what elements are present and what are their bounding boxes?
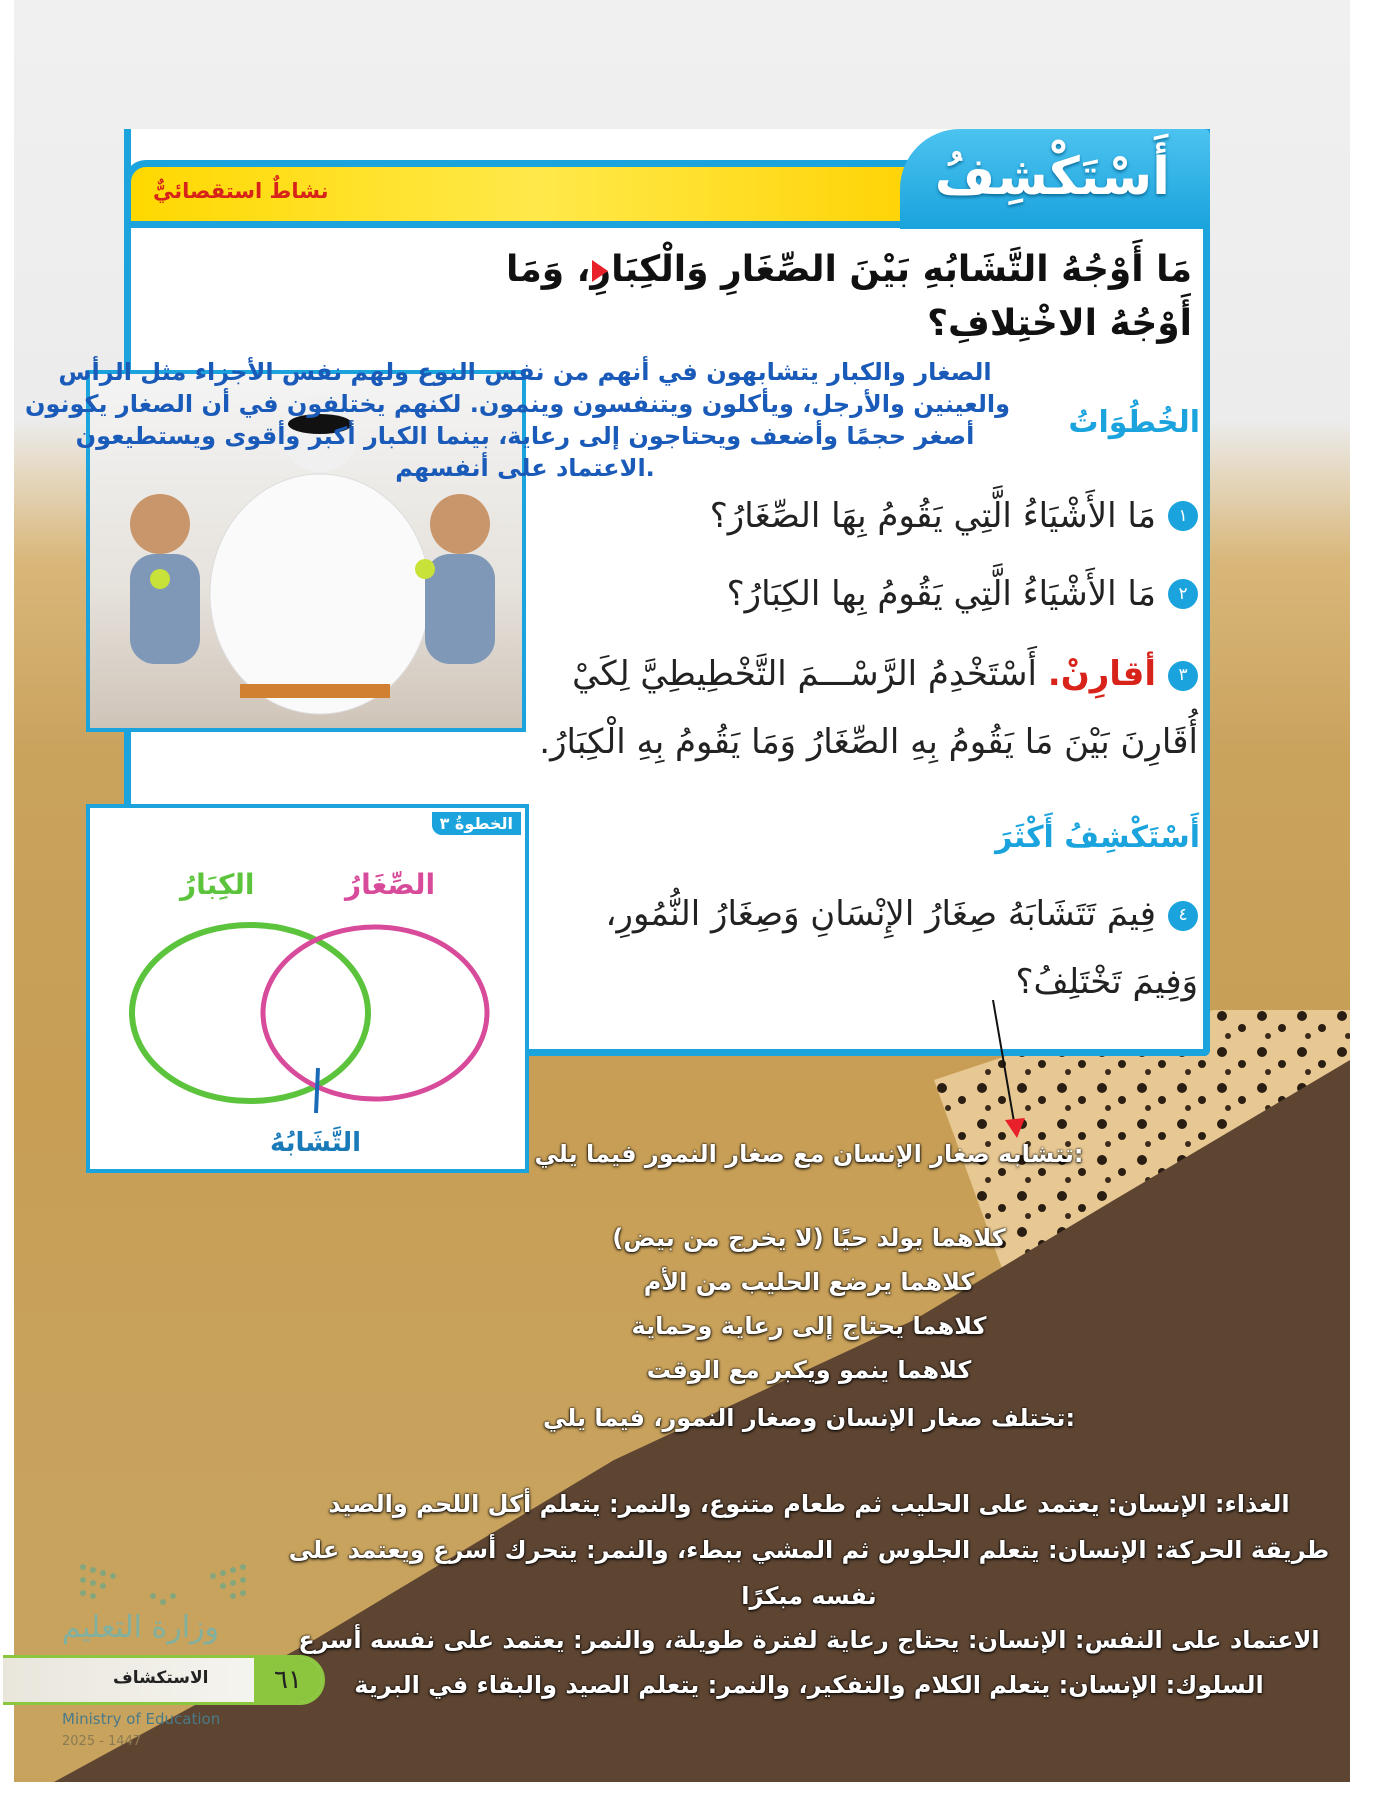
different-item: نفسه مبكرًا (741, 1582, 877, 1610)
red-pointer-icon (592, 260, 608, 282)
watermark-year: 2025 - 1447 (62, 1734, 142, 1749)
activity-bar (124, 160, 944, 228)
venn-circles (90, 808, 533, 1177)
step-3-line-2: بَيْنَ مَا يَقُومُ بِهِ الصِّغَارُ وَمَا يَقُومُ بِهِ الْكِبَارُ. (539, 722, 1110, 762)
answer-line-3: أصغر حجمًا وأضعف ويحتاجون إلى رعاية، بينما الكبار أكبر وأقوى ويستطيعون (75, 422, 975, 450)
similar-heading: :تتشابه صغار الإنسان مع صغار النمور فيما يلي (534, 1140, 1084, 1168)
step-3 (538, 640, 1198, 776)
steps-heading: الخُطُوَاتُ (1068, 405, 1200, 440)
step-number-icon: ٢ (1168, 579, 1198, 609)
step-text: مَا الأَشْيَاءُ الَّتِي يَقُومُ بِهَا الصِّغَارُ؟ (709, 496, 1156, 536)
answer-line-2: والعينين والأرجل، ويأكلون ويتنفسون وينمون. لكنهم يختلفون في أن الصغار يكونون (24, 390, 1010, 418)
section-title: أَسْتَكْشِفُ (934, 147, 1170, 207)
step-number-icon: ٤ (1168, 901, 1198, 931)
venn-label-young: الصِّغَارُ (345, 868, 436, 901)
step-number-icon: ١ (1168, 501, 1198, 531)
watermark-english: Ministry of Education (62, 1710, 221, 1728)
answer-overlay (24, 356, 1010, 484)
similar-item: كلاهما يولد حيًا (لا يخرج من بيض) (612, 1224, 1006, 1252)
similar-item: كلاهما يرضع الحليب من الأم (643, 1268, 975, 1296)
ministry-logo-icon (78, 1562, 258, 1606)
venn-label-similarity: التَّشَابُهُ (270, 1128, 362, 1158)
step-text: فِيمَ تَتَشَابَهُ صِغَارُ الإِنْسَانِ وَصِغَارُ النُّمُورِ، وَفِيمَ (605, 894, 1198, 1002)
venn-circle-adults (132, 925, 368, 1101)
activity-label: نشاطٌ استقصائيٌّ (153, 179, 329, 203)
footer-section-name: الاستكشاف (113, 1668, 209, 1688)
step-label-badge: الخطوةُ ٣ (432, 812, 521, 835)
step-2 (727, 574, 1198, 615)
similar-item: كلاهما يحتاج إلى رعاية وحماية (631, 1312, 987, 1340)
explore-more-heading: أَسْتَكْشِفُ أَكْثَرَ (995, 820, 1200, 855)
venn-diagram (86, 804, 529, 1173)
question-line-1: مَا أَوْجُهُ التَّشَابُهِ بَيْنَ الصِّغَارِ وَالْكِبَارِ، وَمَا (505, 249, 1192, 290)
different-item: الغذاء: الإنسان: يعتمد على الحليب ثم طعام متنوع، والنمر: يتعلم أكل اللحم والصيد (328, 1490, 1290, 1518)
step-number-icon: ٣ (1168, 661, 1198, 691)
step-1 (710, 496, 1198, 537)
different-heading: :تختلف صغار الإنسان وصغار النمور، فيما يلي (542, 1404, 1076, 1432)
step-4-line-2: تَخْتَلِفُ؟ (1015, 962, 1122, 1002)
question-line-2: أَوْجُهُ الاخْتِلافِ؟ (927, 303, 1192, 344)
similar-item: كلاهما ينمو ويكبر مع الوقت (646, 1356, 972, 1384)
step-keyword: أقارِنْ. (1047, 654, 1156, 694)
different-item: السلوك: الإنسان: يتعلم الكلام والتفكير، والنمر: يتعلم الصيد والبقاء في البرية (354, 1671, 1264, 1699)
different-item: طريقة الحركة: الإنسان: يتعلم الجلوس ثم المشي ببطء، والنمر: يتحرك أسرع ويعتمد على (288, 1536, 1330, 1564)
page-number: ٦١ (254, 1658, 322, 1702)
answer-line-4: .الاعتماد على أنفسهم (395, 454, 655, 482)
venn-circle-young (263, 927, 487, 1099)
step-4 (538, 880, 1198, 1016)
page-footer (3, 1655, 325, 1705)
step-text: أَسْتَخْدِمُ الرَّسْـــمَ التَّخْطِيطِيَّ لِكَيْ أُقَارِنَ (572, 654, 1198, 762)
answer-line-1: الصغار والكبار يتشابهون في أنهم من نفس النوع ولهم نفس الأجزاء مثل الرأس (58, 358, 992, 386)
different-item: الاعتماد على النفس: الإنسان: يحتاج رعاية لفترة طويلة، والنمر: يعتمد على نفسه أسرع (298, 1626, 1320, 1654)
watermark-arabic: وزارة التعليم (62, 1610, 220, 1645)
explore-tab (900, 129, 1210, 229)
step-text: مَا الأَشْيَاءُ الَّتِي يَقُومُ بِها الكِبَارُ؟ (726, 574, 1156, 614)
venn-label-adults: الكِبَارُ (180, 868, 255, 901)
